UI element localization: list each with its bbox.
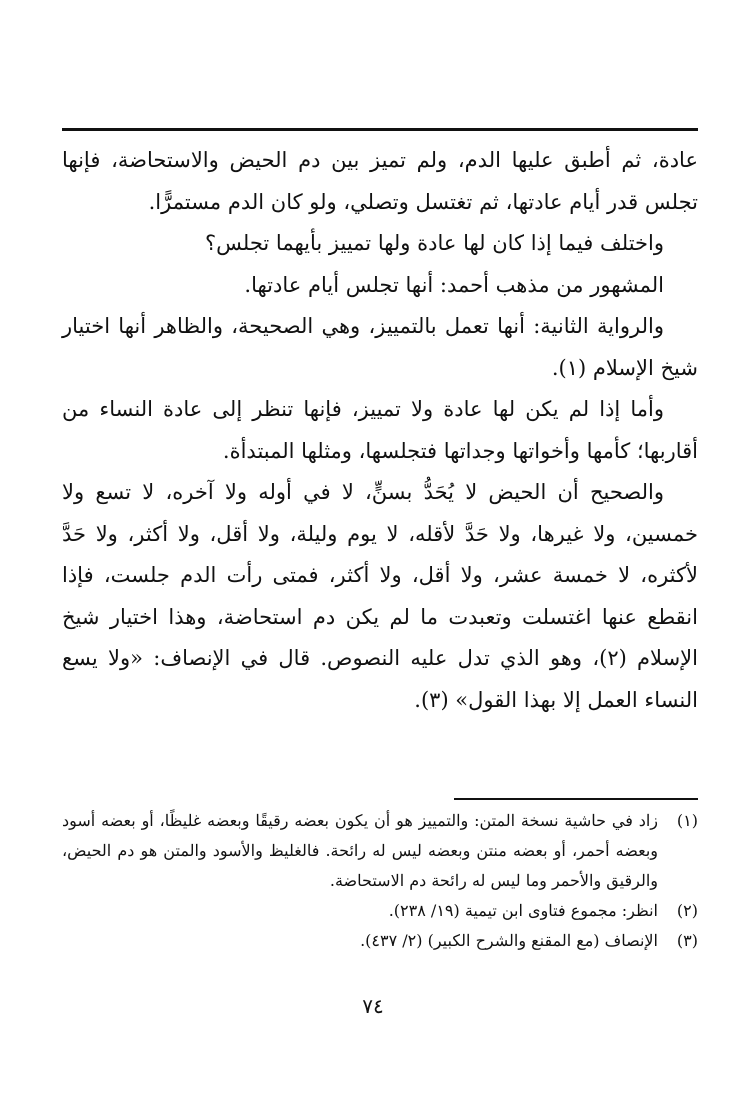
footnote-number: (٢) [676, 901, 698, 920]
footnotes [62, 806, 698, 956]
paragraph-continuation: عادة، ثم أطبق عليها الدم، ولم تميز بين دم الحيض والاستحاضة، فإنها تجلس قدر أيام عادتها، ثم تغتسل وتصلي، ولو كان الدم مستمرًّا. [62, 148, 698, 214]
footnote-1 [62, 806, 698, 896]
paragraph: واختلف فيما إذا كان لها عادة ولها تمييز بأيهما تجلس؟ [204, 231, 664, 255]
footnote-3 [62, 926, 698, 956]
footnote-number: (١) [676, 811, 698, 830]
header-rule [62, 128, 698, 131]
footnote-text: الإنصاف (مع المقنع والشرح الكبير) (٢/ ٤٣٧). [360, 931, 658, 950]
paragraph: وأما إذا لم يكن لها عادة ولا تمييز، فإنها تنظر إلى عادة النساء من أقاربها؛ كأمها وأخواتها وجداتها فتجلسها، ومثلها المبتدأة. [62, 397, 698, 463]
footnote-text: انظر: مجموع فتاوى ابن تيمية (١٩/ ٢٣٨). [388, 901, 658, 920]
footnote-separator [454, 798, 698, 800]
paragraph: والرواية الثانية: أنها تعمل بالتمييز، وهي الصحيحة، والظاهر أنها اختيار شيخ الإسلام (١). [62, 314, 698, 380]
paragraph: المشهور من مذهب أحمد: أنها تجلس أيام عادتها. [244, 272, 664, 297]
footnote-text: زاد في حاشية نسخة المتن: والتمييز هو أن يكون بعضه رقيقًا وبعضه غليظًا، أو بعضه أسود وبعضه أحمر، أو بعضه منتن وبعضه ليس له رائحة. فالغليظ والأسود والمتن هو دم الحيض، والرقيق والأحمر وما ليس له رائحة دم الاستحاضة. [62, 811, 658, 890]
footnote-2 [62, 896, 698, 926]
footnote-number: (٣) [676, 931, 698, 950]
paragraph: والصحيح أن الحيض لا يُحَدُّ بسنٍّ، لا في أوله ولا آخره، لا تسع ولا خمسين، ولا غيرها، ولا حَدَّ لأقله، لا يوم وليلة، ولا أقل، ولا أكثر، ولا حَدَّ لأكثره، لا خمسة عشر، ولا أقل، ولا أكثر، فمتى رأت الدم جلست، فإذا انقطع عنها اغتسلت وتعبدت ما لم يكن دم استحاضة، وهذا اختيار شيخ الإسلام (٢)، وهو الذي تدل عليه النصوص. قال في الإنصاف: «ولا يسع النساء العمل إلا بهذا القول» (٣). [62, 480, 698, 712]
page-number: ٧٤ [362, 994, 384, 1018]
main-text [62, 140, 698, 721]
